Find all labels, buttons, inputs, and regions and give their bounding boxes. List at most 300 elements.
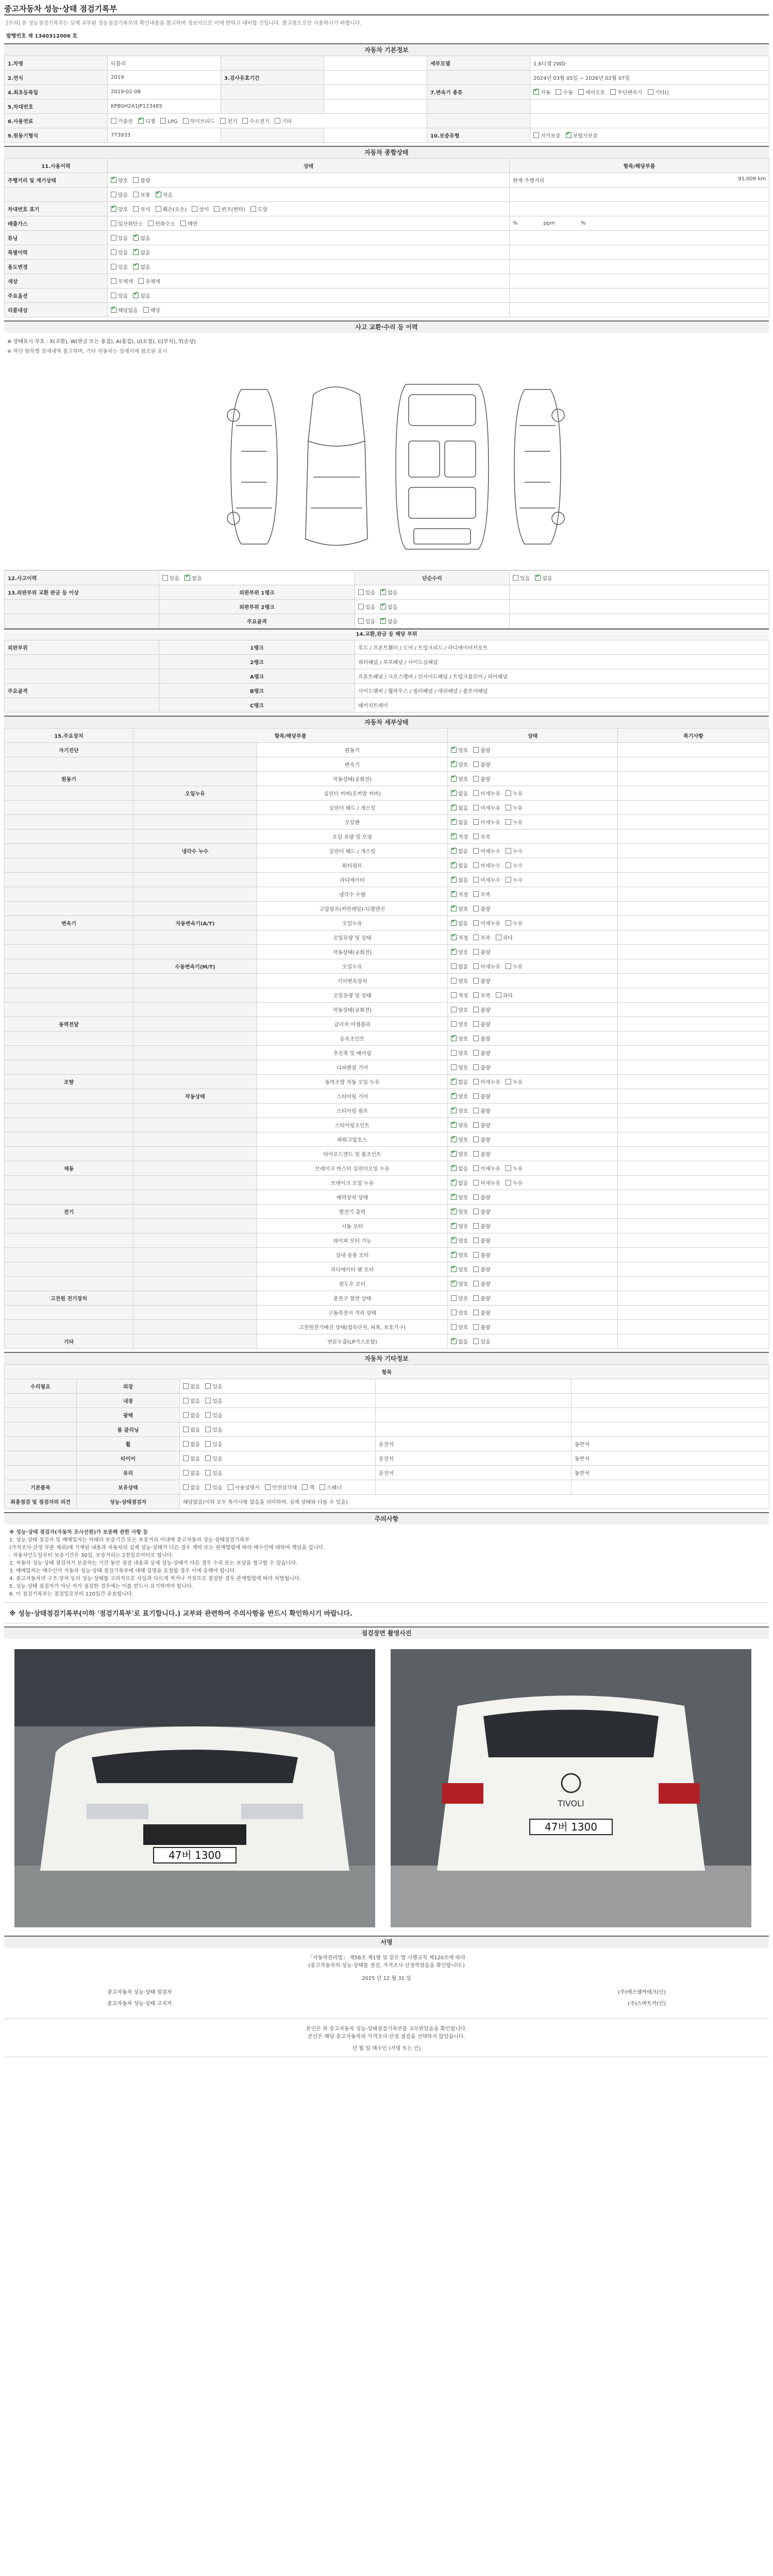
checkbox-box[interactable] [473, 906, 479, 911]
checkbox-box[interactable] [451, 877, 457, 883]
checkbox-box[interactable] [473, 1079, 479, 1084]
checkbox-option[interactable] [111, 191, 128, 198]
checkbox-option[interactable] [473, 1193, 490, 1201]
checkbox-box[interactable] [214, 206, 220, 212]
checkbox-option[interactable] [473, 1092, 490, 1100]
checkbox-box[interactable] [451, 1295, 457, 1301]
checkbox-option[interactable] [473, 1107, 490, 1114]
checkbox-box[interactable] [506, 862, 511, 868]
checkbox-option[interactable] [451, 1323, 468, 1331]
checkbox-box[interactable] [111, 206, 116, 212]
checkbox-box[interactable] [451, 891, 457, 897]
checkbox-option[interactable] [148, 219, 175, 227]
checkbox-box[interactable] [506, 920, 511, 926]
checkbox-option[interactable] [473, 775, 490, 783]
checkbox-box[interactable] [183, 1398, 189, 1403]
checkbox-box[interactable] [451, 1338, 457, 1344]
checkbox-option[interactable] [111, 306, 138, 314]
checkbox-box[interactable] [473, 1137, 479, 1142]
checkbox-box[interactable] [192, 206, 197, 212]
checkbox-option[interactable] [451, 991, 468, 999]
checkbox-box[interactable] [451, 978, 457, 984]
checkbox-option[interactable] [451, 1208, 468, 1215]
checkbox-box[interactable] [506, 1165, 511, 1171]
checkbox-option[interactable] [138, 117, 155, 125]
checkbox-option[interactable] [183, 1426, 200, 1433]
checkbox-box[interactable] [451, 935, 457, 940]
checkbox-box[interactable] [302, 1484, 308, 1490]
checkbox-box[interactable] [473, 805, 479, 810]
checkbox-box[interactable] [473, 1151, 479, 1157]
checkbox-option[interactable] [506, 789, 523, 797]
checkbox-box[interactable] [380, 618, 386, 624]
checkbox-option[interactable] [496, 934, 513, 941]
checkbox-option[interactable] [473, 1251, 490, 1259]
checkbox-option[interactable] [451, 948, 468, 956]
checkbox-box[interactable] [380, 589, 386, 595]
checkbox-box[interactable] [250, 206, 256, 212]
checkbox-option[interactable] [205, 1483, 222, 1491]
checkbox-option[interactable] [473, 1337, 490, 1345]
checkbox-box[interactable] [473, 1223, 479, 1229]
checkbox-box[interactable] [506, 805, 511, 810]
checkbox-option[interactable] [473, 1208, 490, 1215]
checkbox-box[interactable] [451, 992, 457, 998]
checkbox-box[interactable] [533, 132, 539, 138]
checkbox-box[interactable] [133, 264, 139, 269]
checkbox-option[interactable] [473, 977, 490, 985]
checkbox-option[interactable] [451, 1121, 468, 1129]
checkbox-option[interactable] [380, 588, 397, 596]
checkbox-box[interactable] [473, 1281, 479, 1286]
checkbox-box[interactable] [133, 206, 139, 212]
checkbox-option[interactable] [214, 205, 245, 213]
checkbox-option[interactable] [451, 804, 468, 811]
checkbox-box[interactable] [473, 891, 479, 897]
checkbox-option[interactable] [506, 1179, 523, 1187]
checkbox-option[interactable] [451, 775, 468, 783]
checkbox-option[interactable] [451, 876, 468, 884]
checkbox-box[interactable] [156, 192, 161, 197]
checkbox-option[interactable] [451, 847, 468, 855]
checkbox-box[interactable] [160, 118, 166, 124]
checkbox-box[interactable] [506, 848, 511, 854]
checkbox-box[interactable] [183, 1455, 189, 1461]
checkbox-option[interactable] [111, 219, 143, 227]
checkbox-option[interactable] [111, 292, 128, 299]
checkbox-box[interactable] [451, 761, 457, 767]
checkbox-box[interactable] [506, 1180, 511, 1185]
checkbox-option[interactable] [183, 1397, 200, 1404]
checkbox-box[interactable] [242, 118, 248, 124]
checkbox-box[interactable] [380, 604, 386, 609]
checkbox-option[interactable] [183, 1440, 200, 1448]
checkbox-box[interactable] [473, 978, 479, 984]
checkbox-option[interactable] [111, 234, 128, 242]
checkbox-option[interactable] [451, 1078, 468, 1086]
checkbox-box[interactable] [111, 192, 116, 197]
checkbox-box[interactable] [451, 1165, 457, 1171]
checkbox-box[interactable] [451, 1050, 457, 1056]
checkbox-box[interactable] [143, 307, 149, 313]
checkbox-box[interactable] [111, 293, 116, 298]
checkbox-box[interactable] [451, 1266, 457, 1272]
checkbox-option[interactable] [265, 1483, 297, 1491]
checkbox-option[interactable] [138, 277, 160, 285]
checkbox-option[interactable] [183, 1483, 200, 1491]
checkbox-option[interactable] [451, 861, 468, 869]
checkbox-option[interactable] [451, 1251, 468, 1259]
checkbox-option[interactable] [451, 1236, 468, 1244]
checkbox-option[interactable] [566, 131, 598, 139]
checkbox-box[interactable] [451, 963, 457, 969]
checkbox-box[interactable] [473, 862, 479, 868]
checkbox-box[interactable] [451, 1180, 457, 1185]
checkbox-box[interactable] [111, 118, 116, 124]
checkbox-option[interactable] [506, 804, 523, 811]
checkbox-option[interactable] [302, 1483, 314, 1491]
checkbox-box[interactable] [205, 1441, 211, 1447]
checkbox-option[interactable] [556, 88, 573, 96]
checkbox-option[interactable] [473, 1063, 490, 1071]
checkbox-box[interactable] [183, 1441, 189, 1447]
checkbox-box[interactable] [133, 177, 139, 183]
checkbox-option[interactable] [205, 1440, 222, 1448]
checkbox-box[interactable] [111, 278, 116, 284]
checkbox-box[interactable] [183, 1427, 189, 1432]
checkbox-box[interactable] [451, 805, 457, 810]
checkbox-option[interactable] [473, 948, 490, 956]
checkbox-option[interactable] [180, 219, 197, 227]
checkbox-option[interactable] [160, 118, 177, 125]
checkbox-option[interactable] [133, 263, 150, 270]
checkbox-box[interactable] [513, 575, 518, 581]
checkbox-option[interactable] [473, 1309, 490, 1316]
checkbox-box[interactable] [451, 920, 457, 926]
checkbox-box[interactable] [473, 1122, 479, 1128]
checkbox-box[interactable] [473, 949, 479, 955]
checkbox-option[interactable] [506, 962, 523, 970]
checkbox-option[interactable] [473, 1265, 490, 1273]
checkbox-option[interactable] [535, 574, 552, 582]
checkbox-box[interactable] [275, 118, 280, 124]
checkbox-box[interactable] [111, 177, 116, 183]
checkbox-option[interactable] [473, 1294, 490, 1302]
checkbox-box[interactable] [451, 1108, 457, 1113]
checkbox-option[interactable] [358, 588, 375, 596]
checkbox-box[interactable] [473, 963, 479, 969]
checkbox-box[interactable] [473, 1252, 479, 1258]
checkbox-option[interactable] [473, 1179, 500, 1187]
checkbox-box[interactable] [451, 1223, 457, 1229]
checkbox-option[interactable] [156, 191, 173, 198]
checkbox-option[interactable] [275, 117, 292, 125]
checkbox-option[interactable] [473, 962, 500, 970]
checkbox-option[interactable] [358, 603, 375, 611]
checkbox-option[interactable] [506, 876, 523, 884]
checkbox-option[interactable] [473, 1222, 490, 1230]
checkbox-box[interactable] [473, 1310, 479, 1315]
checkbox-box[interactable] [473, 1209, 479, 1214]
checkbox-option[interactable] [473, 1236, 490, 1244]
checkbox-box[interactable] [648, 89, 653, 95]
checkbox-option[interactable] [506, 818, 523, 826]
checkbox-box[interactable] [133, 249, 139, 255]
checkbox-option[interactable] [111, 263, 128, 270]
checkbox-box[interactable] [533, 89, 539, 95]
checkbox-option[interactable] [451, 1280, 468, 1287]
checkbox-option[interactable] [473, 991, 490, 999]
checkbox-option[interactable] [183, 1454, 200, 1462]
checkbox-option[interactable] [133, 205, 150, 213]
checkbox-option[interactable] [451, 1136, 468, 1143]
checkbox-box[interactable] [451, 848, 457, 854]
checkbox-option[interactable] [451, 905, 468, 912]
checkbox-option[interactable] [506, 861, 523, 869]
checkbox-box[interactable] [228, 1484, 233, 1490]
checkbox-option[interactable] [473, 919, 500, 927]
checkbox-box[interactable] [451, 747, 457, 753]
checkbox-option[interactable] [451, 1006, 468, 1013]
checkbox-option[interactable] [451, 890, 468, 898]
checkbox-box[interactable] [473, 1238, 479, 1243]
checkbox-option[interactable] [156, 205, 187, 213]
checkbox-box[interactable] [473, 935, 479, 940]
checkbox-option[interactable] [451, 1337, 468, 1345]
checkbox-box[interactable] [451, 1064, 457, 1070]
checkbox-box[interactable] [578, 89, 584, 95]
checkbox-box[interactable] [451, 1324, 457, 1330]
checkbox-box[interactable] [265, 1484, 271, 1490]
checkbox-option[interactable] [506, 1078, 523, 1086]
checkbox-box[interactable] [111, 307, 116, 313]
checkbox-option[interactable] [451, 818, 468, 826]
checkbox-option[interactable] [183, 1469, 200, 1477]
checkbox-box[interactable] [473, 1050, 479, 1056]
checkbox-option[interactable] [473, 1323, 490, 1331]
checkbox-option[interactable] [473, 934, 490, 941]
checkbox-box[interactable] [133, 235, 139, 241]
checkbox-box[interactable] [473, 1021, 479, 1027]
checkbox-box[interactable] [205, 1470, 211, 1476]
checkbox-option[interactable] [133, 248, 150, 256]
checkbox-option[interactable] [473, 1035, 490, 1042]
checkbox-option[interactable] [473, 746, 490, 754]
checkbox-option[interactable] [133, 234, 150, 242]
checkbox-option[interactable] [451, 1092, 468, 1100]
checkbox-option[interactable] [473, 847, 500, 855]
checkbox-box[interactable] [451, 1122, 457, 1128]
checkbox-option[interactable] [133, 176, 150, 184]
checkbox-box[interactable] [451, 1194, 457, 1200]
checkbox-option[interactable] [451, 789, 468, 797]
checkbox-option[interactable] [205, 1382, 222, 1390]
checkbox-option[interactable] [451, 1035, 468, 1042]
checkbox-option[interactable] [183, 1382, 200, 1390]
checkbox-option[interactable] [451, 833, 468, 840]
checkbox-option[interactable] [111, 277, 133, 285]
checkbox-option[interactable] [380, 617, 397, 625]
checkbox-option[interactable] [506, 847, 523, 855]
checkbox-box[interactable] [451, 1036, 457, 1041]
checkbox-option[interactable] [162, 574, 179, 582]
checkbox-option[interactable] [473, 861, 500, 869]
checkbox-option[interactable] [111, 248, 128, 256]
checkbox-box[interactable] [183, 1383, 189, 1389]
checkbox-box[interactable] [180, 221, 186, 226]
checkbox-option[interactable] [473, 760, 490, 768]
checkbox-option[interactable] [513, 574, 530, 582]
checkbox-option[interactable] [496, 991, 513, 999]
checkbox-option[interactable] [205, 1397, 222, 1404]
checkbox-option[interactable] [473, 890, 490, 898]
checkbox-option[interactable] [111, 117, 133, 125]
checkbox-option[interactable] [610, 88, 642, 96]
checkbox-box[interactable] [506, 1079, 511, 1084]
checkbox-option[interactable] [451, 760, 468, 768]
checkbox-option[interactable] [451, 1309, 468, 1316]
checkbox-option[interactable] [320, 1483, 342, 1491]
checkbox-box[interactable] [183, 1484, 189, 1490]
checkbox-box[interactable] [133, 192, 139, 197]
checkbox-box[interactable] [566, 132, 572, 138]
checkbox-option[interactable] [578, 88, 606, 96]
checkbox-option[interactable] [250, 205, 267, 213]
checkbox-box[interactable] [473, 1036, 479, 1041]
checkbox-box[interactable] [535, 575, 541, 581]
checkbox-box[interactable] [473, 1093, 479, 1099]
checkbox-box[interactable] [473, 1324, 479, 1330]
checkbox-option[interactable] [451, 1294, 468, 1302]
checkbox-option[interactable] [183, 117, 215, 125]
checkbox-box[interactable] [205, 1484, 211, 1490]
checkbox-option[interactable] [358, 617, 375, 625]
checkbox-option[interactable] [451, 1222, 468, 1230]
checkbox-box[interactable] [506, 819, 511, 825]
checkbox-box[interactable] [473, 776, 479, 782]
checkbox-option[interactable] [473, 818, 500, 826]
checkbox-option[interactable] [473, 1121, 490, 1129]
checkbox-box[interactable] [111, 264, 116, 269]
checkbox-option[interactable] [451, 1164, 468, 1172]
checkbox-box[interactable] [473, 877, 479, 883]
checkbox-option[interactable] [506, 919, 523, 927]
checkbox-box[interactable] [184, 575, 190, 581]
checkbox-option[interactable] [183, 1411, 200, 1419]
checkbox-option[interactable] [451, 934, 468, 941]
checkbox-box[interactable] [111, 249, 116, 255]
checkbox-option[interactable] [451, 977, 468, 985]
checkbox-option[interactable] [473, 804, 500, 811]
checkbox-option[interactable] [205, 1411, 222, 1419]
checkbox-box[interactable] [451, 949, 457, 955]
checkbox-box[interactable] [205, 1412, 211, 1418]
checkbox-box[interactable] [496, 935, 501, 940]
checkbox-box[interactable] [451, 1007, 457, 1012]
checkbox-box[interactable] [451, 906, 457, 911]
checkbox-option[interactable] [473, 1164, 500, 1172]
checkbox-box[interactable] [451, 819, 457, 825]
checkbox-option[interactable] [228, 1483, 260, 1491]
checkbox-option[interactable] [451, 1020, 468, 1028]
checkbox-box[interactable] [451, 1137, 457, 1142]
checkbox-option[interactable] [451, 1063, 468, 1071]
checkbox-box[interactable] [111, 221, 116, 226]
checkbox-box[interactable] [183, 118, 189, 124]
checkbox-box[interactable] [205, 1455, 211, 1461]
checkbox-option[interactable] [380, 603, 397, 611]
checkbox-box[interactable] [473, 819, 479, 825]
checkbox-option[interactable] [533, 88, 550, 96]
checkbox-box[interactable] [451, 1151, 457, 1157]
checkbox-box[interactable] [473, 1338, 479, 1344]
checkbox-box[interactable] [506, 790, 511, 796]
checkbox-option[interactable] [111, 205, 128, 213]
checkbox-box[interactable] [183, 1412, 189, 1418]
checkbox-box[interactable] [451, 834, 457, 839]
checkbox-box[interactable] [148, 221, 154, 226]
checkbox-box[interactable] [162, 575, 168, 581]
checkbox-box[interactable] [451, 862, 457, 868]
checkbox-option[interactable] [143, 306, 160, 314]
checkbox-option[interactable] [473, 1280, 490, 1287]
checkbox-box[interactable] [473, 747, 479, 753]
checkbox-option[interactable] [451, 1049, 468, 1057]
checkbox-box[interactable] [451, 1021, 457, 1027]
checkbox-option[interactable] [451, 746, 468, 754]
checkbox-box[interactable] [473, 1194, 479, 1200]
checkbox-option[interactable] [205, 1454, 222, 1462]
checkbox-box[interactable] [451, 790, 457, 796]
checkbox-box[interactable] [473, 761, 479, 767]
checkbox-option[interactable] [473, 1006, 490, 1013]
checkbox-box[interactable] [358, 604, 364, 609]
checkbox-box[interactable] [358, 589, 364, 595]
checkbox-box[interactable] [156, 206, 161, 212]
checkbox-box[interactable] [320, 1484, 325, 1490]
checkbox-box[interactable] [473, 848, 479, 854]
checkbox-box[interactable] [451, 1209, 457, 1214]
checkbox-option[interactable] [205, 1469, 222, 1477]
checkbox-box[interactable] [451, 1093, 457, 1099]
checkbox-option[interactable] [473, 789, 500, 797]
checkbox-option[interactable] [451, 1107, 468, 1114]
checkbox-option[interactable] [451, 1193, 468, 1201]
checkbox-option[interactable] [473, 1020, 490, 1028]
checkbox-option[interactable] [451, 1265, 468, 1273]
checkbox-box[interactable] [451, 1079, 457, 1084]
checkbox-box[interactable] [205, 1427, 211, 1432]
checkbox-option[interactable] [648, 88, 669, 96]
checkbox-option[interactable] [506, 1164, 523, 1172]
checkbox-box[interactable] [506, 877, 511, 883]
checkbox-option[interactable] [451, 962, 468, 970]
checkbox-box[interactable] [610, 89, 616, 95]
checkbox-option[interactable] [451, 919, 468, 927]
checkbox-box[interactable] [473, 1295, 479, 1301]
checkbox-option[interactable] [133, 292, 150, 299]
checkbox-box[interactable] [473, 920, 479, 926]
checkbox-box[interactable] [496, 992, 501, 998]
checkbox-option[interactable] [473, 1078, 500, 1086]
checkbox-option[interactable] [451, 1179, 468, 1187]
checkbox-box[interactable] [138, 118, 144, 124]
checkbox-box[interactable] [473, 992, 479, 998]
checkbox-box[interactable] [133, 293, 139, 298]
checkbox-option[interactable] [533, 131, 561, 139]
checkbox-box[interactable] [506, 963, 511, 969]
checkbox-option[interactable] [133, 191, 150, 198]
